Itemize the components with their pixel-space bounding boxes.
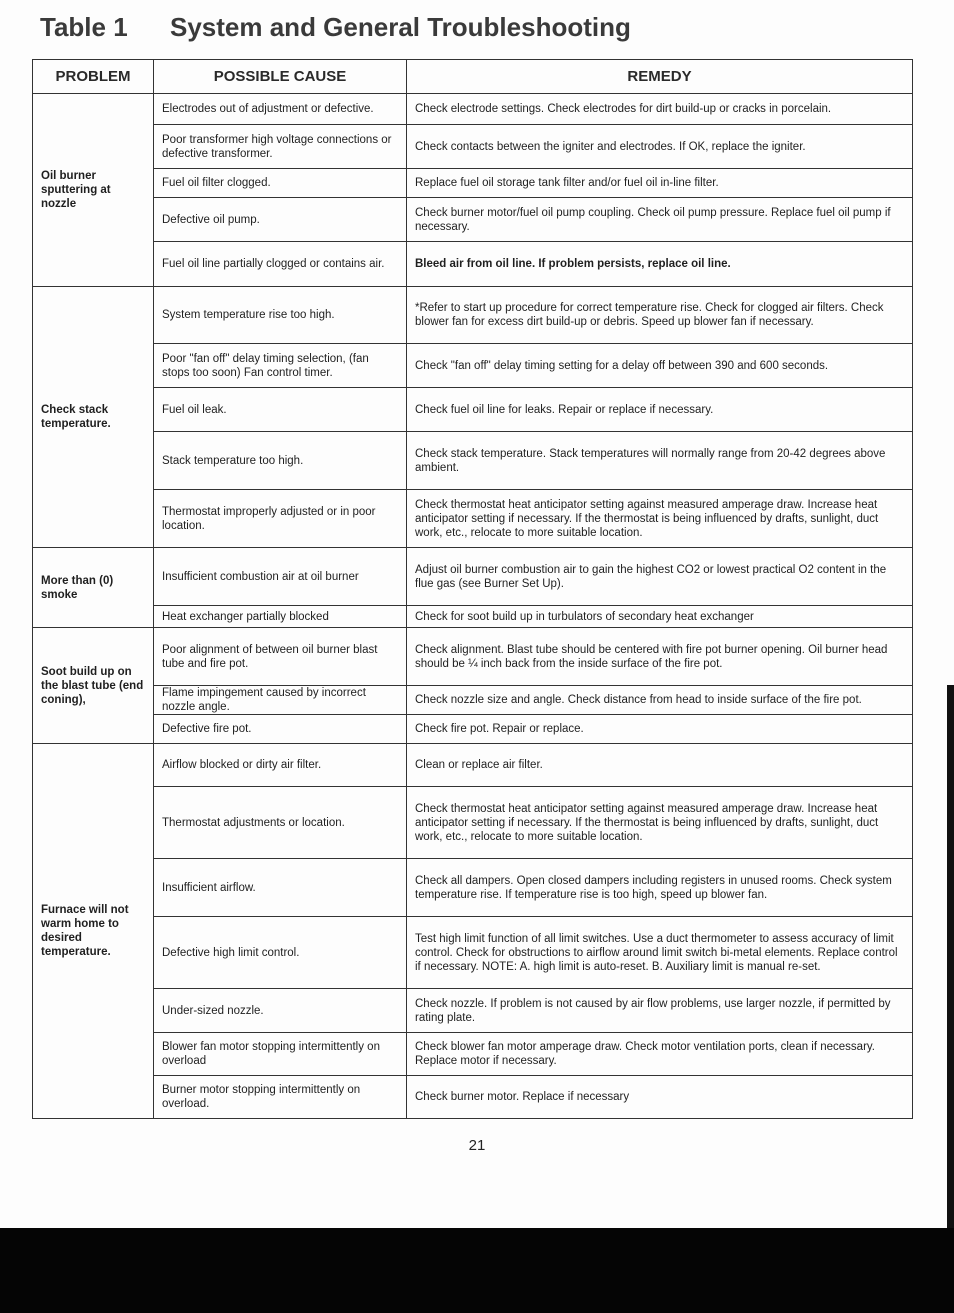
cause-cell: Fuel oil filter clogged. [154,169,407,198]
table-row [33,169,913,198]
remedy-cell: Check burner motor/fuel oil pump coupling. Check oil pump pressure. Replace fuel oil pump if necessary. [407,198,913,242]
remedy-cell: Test high limit function of all limit switches. Use a duct thermometer to assess accuracy of limit control. Check for obstructions to airflow around limit switch bi-metal elements. Replace control if necessary. NOTE: A. high limit is auto-reset. B. Auxiliary limit is manual re-set. [407,917,913,989]
table-row [33,715,913,744]
remedy-cell: Replace fuel oil storage tank filter and/or fuel oil in-line filter. [407,169,913,198]
remedy-cell: Check thermostat heat anticipator setting against measured amperage draw. Increase heat anticipator setting if necessary. If the thermostat is being influenced by drafts, sunlight, duct work, etc., relocate to more suitable location. [407,787,913,859]
remedy-cell: Check fuel oil line for leaks. Repair or replace if necessary. [407,388,913,432]
header-row [33,60,913,94]
problem-check-stack-temperature: Check stack temperature. [33,287,154,548]
cause-cell: Heat exchanger partially blocked [154,606,407,628]
table-row [33,287,913,344]
cause-cell: Thermostat improperly adjusted or in poor location. [154,490,407,548]
table-row [33,787,913,859]
page-number: 21 [468,1137,486,1154]
problem-soot-build-up: Soot build up on the blast tube (end coning), [33,628,154,744]
table-row [33,1076,913,1119]
table-row [33,686,913,715]
cause-cell: Defective high limit control. [154,917,407,989]
remedy-cell: Check nozzle. If problem is not caused by air flow problems, use larger nozzle, if permitted by rating plate. [407,989,913,1033]
table-row [33,628,913,686]
remedy-cell: Check alignment. Blast tube should be centered with fire pot burner opening. Oil burner head should be ¼ inch back from the inside surface of the fire pot. [407,628,913,686]
remedy-cell: Adjust oil burner combustion air to gain the highest CO2 or lowest practical O2 content in the flue gas (see Burner Set Up). [407,548,913,606]
table-row [33,1033,913,1076]
problem-furnace-will-not-warm: Furnace will not warm home to desired temperature. [33,744,154,1119]
scan-bottom-border [0,1228,954,1313]
remedy-cell: Check thermostat heat anticipator setting against measured amperage draw. Increase heat anticipator setting if necessary. If the thermostat is being influenced by drafts, sunlight, duct work, etc., relocate to more suitable location. [407,490,913,548]
troubleshooting-table [32,59,913,1119]
header-remedy: REMEDY [407,60,913,94]
cause-cell: Poor "fan off" delay timing selection, (fan stops too soon) Fan control timer. [154,344,407,388]
cause-cell: System temperature rise too high. [154,287,407,344]
header-problem: PROBLEM [33,60,154,94]
remedy-cell: Check "fan off" delay timing setting for a delay off between 390 and 600 seconds. [407,344,913,388]
table-number: Table 1 [40,12,128,42]
cause-cell: Blower fan motor stopping intermittently on overload [154,1033,407,1076]
cause-cell: Flame impingement caused by incorrect nozzle angle. [154,686,407,715]
cause-cell: Poor alignment of between oil burner blast tube and fire pot. [154,628,407,686]
remedy-cell: Check stack temperature. Stack temperatures will normally range from 20-42 degrees above ambient. [407,432,913,490]
cause-cell: Burner motor stopping intermittently on overload. [154,1076,407,1119]
problem-oil-burner-sputtering: Oil burner sputtering at nozzle [33,94,154,287]
table-row [33,917,913,989]
table-row [33,344,913,388]
cause-cell: Insufficient combustion air at oil burner [154,548,407,606]
cause-cell: Under-sized nozzle. [154,989,407,1033]
remedy-cell: Check electrode settings. Check electrodes for dirt build-up or cracks in porcelain. [407,94,913,125]
table-row [33,94,913,125]
remedy-cell: *Refer to start up procedure for correct temperature rise. Check for clogged air filters. Check blower fan for excess dirt build-up or debris. Speed up blower fan if necessary. [407,287,913,344]
cause-cell: Poor transformer high voltage connections or defective transformer. [154,125,407,169]
table-row [33,490,913,548]
table-title: System and General Troubleshooting [170,12,631,42]
remedy-cell: Check contacts between the igniter and electrodes. If OK, replace the igniter. [407,125,913,169]
remedy-cell: Check burner motor. Replace if necessary [407,1076,913,1119]
problem-more-than-zero-smoke: More than (0) smoke [33,548,154,628]
remedy-cell: Check blower fan motor amperage draw. Check motor ventilation ports, clean if necessary. Replace motor if necessary. [407,1033,913,1076]
table-row [33,859,913,917]
cause-cell: Stack temperature too high. [154,432,407,490]
cause-cell: Thermostat adjustments or location. [154,787,407,859]
table-row [33,388,913,432]
scan-edge-shadow [947,685,954,1228]
table-row [33,744,913,787]
remedy-cell: Bleed air from oil line. If problem persists, replace oil line. [407,242,913,287]
cause-cell: Fuel oil line partially clogged or contains air. [154,242,407,287]
table-row [33,242,913,287]
remedy-cell: Clean or replace air filter. [407,744,913,787]
remedy-cell: Check fire pot. Repair or replace. [407,715,913,744]
cause-cell: Insufficient airflow. [154,859,407,917]
remedy-cell: Check for soot build up in turbulators of secondary heat exchanger [407,606,913,628]
cause-cell: Electrodes out of adjustment or defective. [154,94,407,125]
cause-cell: Airflow blocked or dirty air filter. [154,744,407,787]
cause-cell: Defective oil pump. [154,198,407,242]
cause-cell: Fuel oil leak. [154,388,407,432]
table-row [33,432,913,490]
page-title [40,12,631,43]
table-row [33,125,913,169]
remedy-cell: Check nozzle size and angle. Check distance from head to inside surface of the fire pot. [407,686,913,715]
table-row [33,198,913,242]
table-row [33,548,913,606]
cause-cell: Defective fire pot. [154,715,407,744]
remedy-cell: Check all dampers. Open closed dampers including registers in unused rooms. Check system temperature rise. If temperature rise is too high, speed up blower fan. [407,859,913,917]
table-row [33,989,913,1033]
table-row [33,606,913,628]
header-possible-cause: POSSIBLE CAUSE [154,60,407,94]
